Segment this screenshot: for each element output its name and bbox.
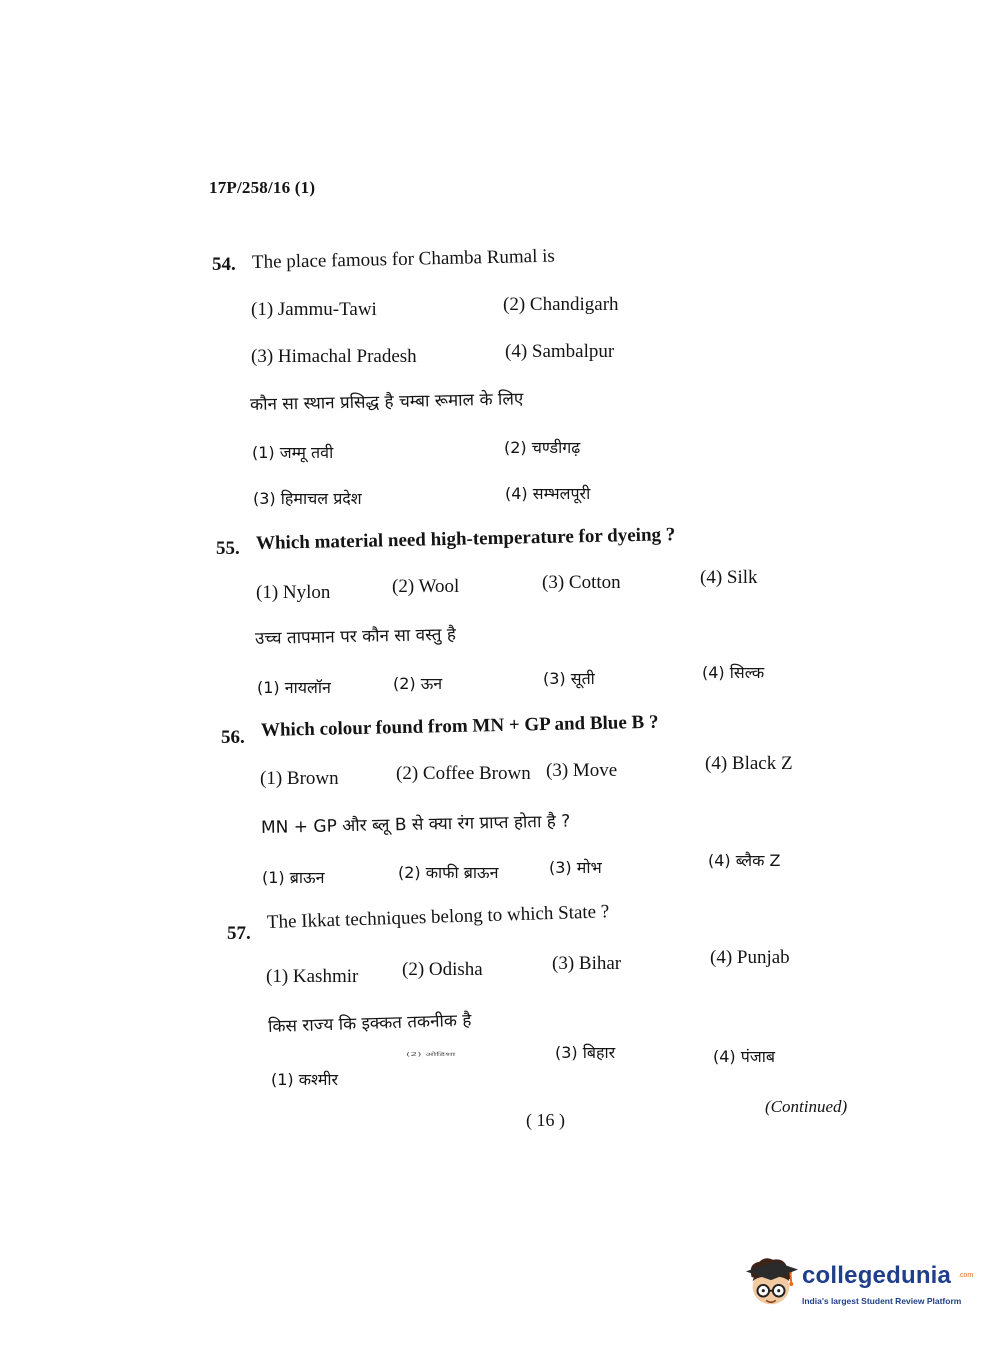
option-en: (4) Sambalpur (505, 341, 615, 362)
option-hi: (2) ऊन (393, 674, 443, 693)
option-hi: (2) काफी ब्राऊन (398, 863, 499, 882)
question-number: 57. (227, 923, 251, 944)
option-en: (4) Silk (700, 567, 758, 588)
question-text-hi: MN + GP और ब्लू B से क्या रंग प्राप्त होता है ? (260, 811, 571, 838)
paper-code: 17P/258/16 (1) (209, 178, 316, 197)
question-text-en: Which material need high-temperature for dyeing ? (255, 524, 676, 554)
mascot-icon (742, 1254, 800, 1312)
question-number: 54. (212, 254, 236, 275)
option-en: (1) Kashmir (266, 966, 359, 987)
option-hi: (2) चण्डीगढ़ (504, 438, 581, 457)
option-en: (3) Bihar (552, 953, 622, 974)
option-hi: (4) ब्लैक Z (708, 851, 781, 870)
page-number: ( 16 ) (526, 1110, 565, 1130)
option-hi: (3) सूती (543, 669, 595, 688)
logo-name: collegedunia (802, 1262, 952, 1289)
question-text-en: The place famous for Chamba Rumal is (251, 245, 556, 273)
option-en: (1) Jammu-Tawi (251, 299, 377, 320)
option-en: (1) Nylon (256, 582, 331, 603)
question-text-en: The Ikkat techniques belong to which State ? (266, 901, 610, 933)
option-hi: (4) सिल्क (702, 663, 765, 682)
option-en: (3) Himachal Pradesh (251, 346, 417, 367)
option-en: (4) Black Z (705, 753, 793, 774)
option-en: (2) Odisha (402, 959, 483, 980)
option-hi: (3) बिहार (555, 1043, 616, 1062)
option-hi: (2) ओडिशा (406, 1051, 456, 1058)
question-text-en: Which colour found from MN + GP and Blue B ? (260, 711, 659, 741)
question-number: 56. (221, 727, 245, 748)
question-text-hi: उच्च तापमान पर कौन सा वस्तु है (254, 624, 457, 649)
question-text-hi: किस राज्य कि इक्कत तकनीक है (267, 1010, 472, 1037)
continued-label: (Continued) (765, 1097, 848, 1116)
question-text-hi: कौन सा स्थान प्रसिद्ध है चम्बा रूमाल के लिए (249, 389, 524, 415)
collegedunia-logo (740, 1250, 974, 1320)
option-en: (3) Cotton (542, 572, 621, 593)
option-hi: (3) मोभ (549, 858, 602, 877)
option-en: (2) Wool (392, 576, 460, 597)
logo-suffix: .com (958, 1272, 974, 1279)
option-hi: (1) नायलॉन (257, 678, 331, 697)
option-hi: (3) हिमाचल प्रदेश (253, 489, 362, 508)
option-en: (2) Coffee Brown (396, 763, 531, 784)
option-en: (3) Move (546, 760, 618, 781)
option-hi: (1) ब्राऊन (262, 868, 325, 887)
option-hi: (4) पंजाब (713, 1047, 775, 1066)
option-en: (1) Brown (260, 768, 339, 789)
option-hi: (4) सम्भलपूरी (505, 484, 591, 503)
option-en: (4) Punjab (710, 947, 790, 968)
logo-tagline: India's largest Student Review Platform (802, 1296, 962, 1306)
option-hi: (1) जम्मू तवी (252, 443, 334, 462)
option-hi: (1) कश्मीर (271, 1070, 339, 1089)
question-number: 55. (216, 538, 240, 559)
option-en: (2) Chandigarh (503, 294, 619, 315)
